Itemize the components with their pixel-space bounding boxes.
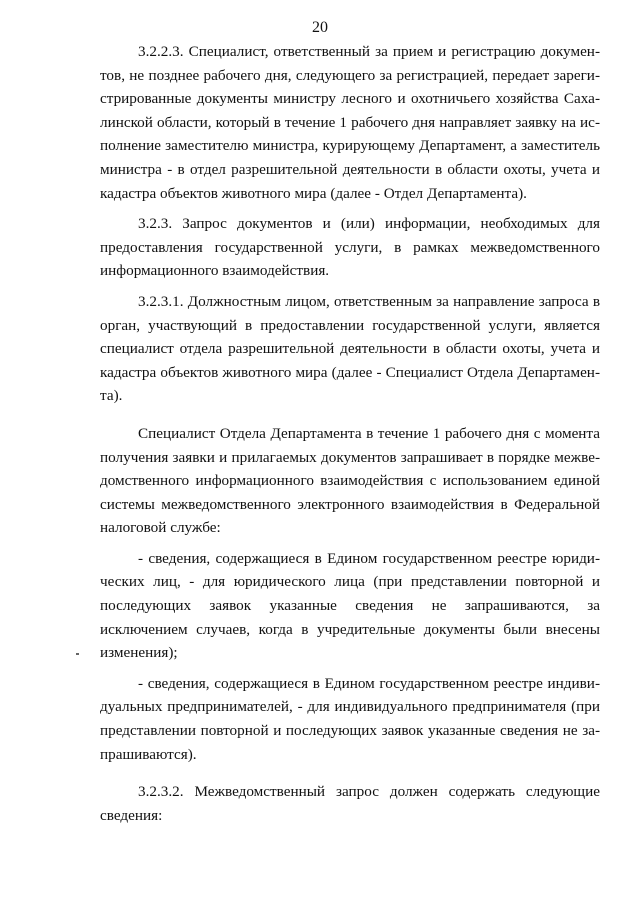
paragraph-3-2-3-1: 3.2.3.1. Должностным лицом, ответственным за направление запроса в орган, участвующий в предоставлении государственной услуги, является специалист отдела разрешительной деятельности в области охоты, учета и кадастра объектов животного мира (далее - Специалист Отдела Департамента). (100, 292, 600, 405)
page-number: 20 (312, 19, 328, 36)
scan-speck (76, 653, 79, 655)
paragraph-legal-entities-item: - сведения, содержащиеся в Едином государственном реестре юридических лиц, - для юридического лица (при представлении повторной и последующих заявок указанные сведения не запрашиваются, за исключением случаев, когда в учредительные документы были внесены изменения); (100, 549, 600, 662)
paragraph-3-2-3: 3.2.3. Запрос документов и (или) информации, необходимых для предоставления государственной услуги, в рамках межведомственного информационного взаимодействия. (100, 215, 600, 280)
paragraph-specialist-request: Специалист Отдела Департамента в течение 1 рабочего дня с момента получения заявки и прилагаемых документов запрашивает в порядке межведомственного информационного взаимодействия с использованием единой системы межведомственного электронного взаимодействия в Федеральной налоговой службе: (100, 424, 600, 537)
paragraph-entrepreneurs-item: - сведения, содержащиеся в Едином государственном реестре индивидуальных предпринимателей, - для индивидуального предпринимателя (при представлении повторной и последующих заявок указанные сведения не запрашиваются). (100, 674, 600, 763)
paragraph-3-2-3-2: 3.2.3.2. Межведомственный запрос должен содержать следующие сведения: (100, 783, 600, 824)
document-body (100, 40, 600, 827)
paragraph-3-2-2-3: 3.2.2.3. Специалист, ответственный за прием и регистрацию документов, не позднее рабочего дня, следующего за регистрацией, передает зарегистрированные документы министру лесного и охотничьего хозяйства Сахалинской области, который в течение 1 рабочего дня направляет заявку на исполнение заместителю министра, курирующему Департамент, а заместитель министра - в отдел разрешительной деятельности в области охоты, учета и кадастра объектов животного мира (далее - Отдел Департамента). (100, 43, 600, 202)
